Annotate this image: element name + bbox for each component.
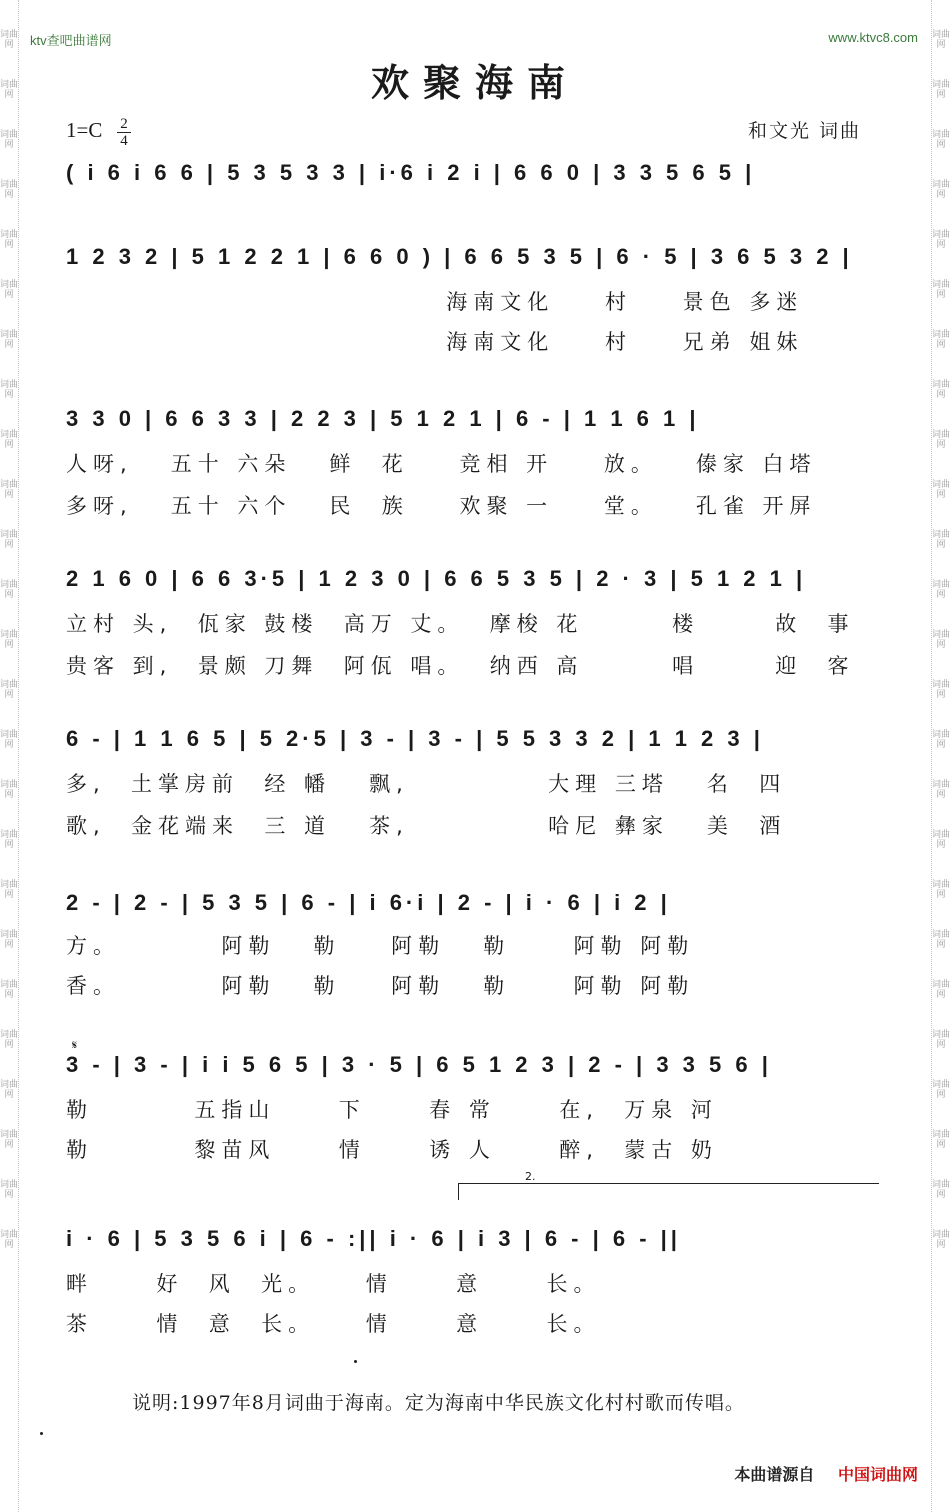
composer-credit: 和文光 词曲 bbox=[748, 120, 862, 142]
watermark-text: 词曲网 bbox=[932, 30, 950, 50]
watermark-text: 词曲网 bbox=[0, 780, 19, 800]
notation-line: 2 - | 2 - | 5 3 5 | 6 - | i 6·i | 2 - | i · 6 | i 2 | bbox=[66, 890, 671, 915]
volta-label: 2. bbox=[525, 1170, 536, 1183]
watermark-text: 词曲网 bbox=[0, 330, 19, 350]
stray-dot bbox=[40, 1432, 43, 1435]
watermark-text: 词曲网 bbox=[0, 130, 19, 150]
watermark-text: 词曲网 bbox=[0, 830, 19, 850]
lyric-verse-1: 人呀, 五十 六朵 鲜 花 竞相 开 放。 傣家 白塔 bbox=[66, 452, 817, 476]
watermark-text: 词曲网 bbox=[0, 280, 19, 300]
watermark-text: 词曲网 bbox=[0, 1030, 19, 1050]
watermark-text: 词曲网 bbox=[932, 1080, 950, 1100]
lyric-verse-1: 多, 土掌房前 经 幡 飘, 大理 三塔 名 四 bbox=[66, 772, 787, 796]
notation-line: 6 - | 1 1 6 5 | 5 2·5 | 3 - | 3 - | 5 5 3 3 2 | 1 1 2 3 | bbox=[66, 726, 764, 751]
watermark-text: 词曲网 bbox=[0, 730, 19, 750]
watermark-text: 词曲网 bbox=[0, 380, 19, 400]
watermark-text: 词曲网 bbox=[932, 830, 950, 850]
watermark-text: 词曲网 bbox=[932, 730, 950, 750]
watermark-text: 词曲网 bbox=[0, 980, 19, 1000]
lyric-verse-1: 畔 好 风 光。 情 意 长。 bbox=[66, 1272, 601, 1296]
lyric-verse-2: 海南文化 村 兄弟 姐妹 bbox=[66, 330, 804, 354]
watermark-text: 词曲网 bbox=[0, 680, 19, 700]
lyric-verse-2: 多呀, 五十 六个 民 族 欢聚 一 堂。 孔雀 开屏 bbox=[66, 494, 817, 518]
watermark-text: 词曲网 bbox=[0, 1230, 19, 1250]
watermark-text: 词曲网 bbox=[0, 580, 19, 600]
footer-source-site[interactable]: 中国词曲网 bbox=[837, 1465, 918, 1484]
watermark-text: 词曲网 bbox=[0, 1130, 19, 1150]
left-watermark-strip bbox=[0, 0, 19, 1512]
watermark-text: 词曲网 bbox=[932, 1230, 950, 1250]
notation-line: i · 6 | 5 3 5 6 i | 6 - :|| i · 6 | i 3 | 6 - | 6 - || bbox=[66, 1226, 681, 1251]
watermark-text: 词曲网 bbox=[0, 80, 19, 100]
lyric-verse-2: 香。 阿勒 勒 阿勒 勒 阿勒 阿勒 bbox=[66, 974, 695, 998]
lyric-verse-2: 茶 情 意 长。 情 意 长。 bbox=[66, 1312, 601, 1336]
watermark-text: 词曲网 bbox=[0, 1180, 19, 1200]
watermark-text: 词曲网 bbox=[932, 930, 950, 950]
watermark-text: 词曲网 bbox=[932, 1130, 950, 1150]
notation-line: 1 2 3 2 | 5 1 2 2 1 | 6 6 0 ) | 6 6 5 3 5 | 6 · 5 | 3 6 5 3 2 | bbox=[66, 244, 853, 269]
watermark-text: 词曲网 bbox=[0, 880, 19, 900]
watermark-text: 词曲网 bbox=[0, 30, 19, 50]
notation-line: 2 1 6 0 | 6 6 3·5 | 1 2 3 0 | 6 6 5 3 5 | 2 · 3 | 5 1 2 1 | bbox=[66, 566, 807, 591]
watermark-text: 词曲网 bbox=[932, 780, 950, 800]
watermark-text: 词曲网 bbox=[932, 1030, 950, 1050]
watermark-text: 词曲网 bbox=[932, 980, 950, 1000]
watermark-text: 词曲网 bbox=[0, 430, 19, 450]
watermark-text: 词曲网 bbox=[932, 530, 950, 550]
notation-line: 3 - | 3 - | i i 5 6 5 | 3 · 5 | 6 5 1 2 3 | 2 - | 3 3 5 6 | bbox=[66, 1052, 772, 1077]
watermark-text: 词曲网 bbox=[0, 530, 19, 550]
lyric-verse-2: 勒 黎苗风 情 诱 人 醉, 蒙古 奶 bbox=[66, 1138, 718, 1162]
lyric-verse-2: 歌, 金花端来 三 道 茶, 哈尼 彝家 美 酒 bbox=[66, 814, 787, 838]
site-name-left[interactable]: ktv查吧曲谱网 bbox=[30, 33, 112, 48]
site-url-right[interactable]: www.ktvc8.com bbox=[828, 30, 918, 45]
watermark-text: 词曲网 bbox=[932, 480, 950, 500]
footer-source-label: 本曲谱源自 bbox=[734, 1465, 815, 1484]
watermark-text: 词曲网 bbox=[932, 230, 950, 250]
watermark-text: 词曲网 bbox=[0, 480, 19, 500]
notation-line: ( i 6 i 6 6 | 5 3 5 3 3 | i·6 i 2 i | 6 6 0 | 3 3 5 6 5 | bbox=[66, 160, 756, 185]
watermark-text: 词曲网 bbox=[932, 80, 950, 100]
watermark-text: 词曲网 bbox=[932, 380, 950, 400]
watermark-text: 词曲网 bbox=[932, 180, 950, 200]
time-signature-top: 2 bbox=[120, 116, 128, 132]
lyric-verse-2: 贵客 到, 景颇 刀舞 阿佤 唱。 纳西 高 唱 迎 客 bbox=[66, 654, 855, 678]
watermark-text: 词曲网 bbox=[932, 280, 950, 300]
watermark-text: 词曲网 bbox=[932, 1180, 950, 1200]
stray-dot bbox=[354, 1360, 357, 1363]
watermark-text: 词曲网 bbox=[932, 630, 950, 650]
lyric-verse-1: 方。 阿勒 勒 阿勒 勒 阿勒 阿勒 bbox=[66, 934, 695, 958]
segno-sign: 𝄋 bbox=[72, 1038, 78, 1052]
explanation-note: 说明:1997年8月词曲于海南。定为海南中华民族文化村村歌而传唱。 bbox=[132, 1392, 745, 1414]
lyric-verse-1: 海南文化 村 景色 多迷 bbox=[66, 290, 804, 314]
watermark-text: 词曲网 bbox=[932, 880, 950, 900]
watermark-text: 词曲网 bbox=[0, 180, 19, 200]
second-ending-bracket bbox=[458, 1170, 879, 1200]
watermark-text: 词曲网 bbox=[0, 930, 19, 950]
song-title: 欢聚海南 bbox=[370, 61, 579, 105]
watermark-text: 词曲网 bbox=[932, 330, 950, 350]
lyric-verse-1: 立村 头, 佤家 鼓楼 高万 丈。 摩梭 花 楼 故 事 bbox=[66, 612, 855, 636]
watermark-text: 词曲网 bbox=[932, 430, 950, 450]
notation-line: 3 3 0 | 6 6 3 3 | 2 2 3 | 5 1 2 1 | 6 - | 1 1 6 1 | bbox=[66, 406, 700, 431]
watermark-text: 词曲网 bbox=[932, 580, 950, 600]
watermark-text: 词曲网 bbox=[0, 630, 19, 650]
watermark-text: 词曲网 bbox=[0, 1080, 19, 1100]
time-signature-bottom: 4 bbox=[117, 132, 131, 149]
time-signature bbox=[117, 116, 131, 149]
watermark-text: 词曲网 bbox=[0, 230, 19, 250]
right-watermark-strip bbox=[931, 0, 950, 1512]
watermark-text: 词曲网 bbox=[932, 130, 950, 150]
watermark-text: 词曲网 bbox=[932, 680, 950, 700]
footer-source bbox=[734, 1462, 918, 1485]
key-signature: 1=C bbox=[66, 118, 103, 142]
lyric-verse-1: 勒 五指山 下 春 常 在, 万泉 河 bbox=[66, 1098, 718, 1122]
